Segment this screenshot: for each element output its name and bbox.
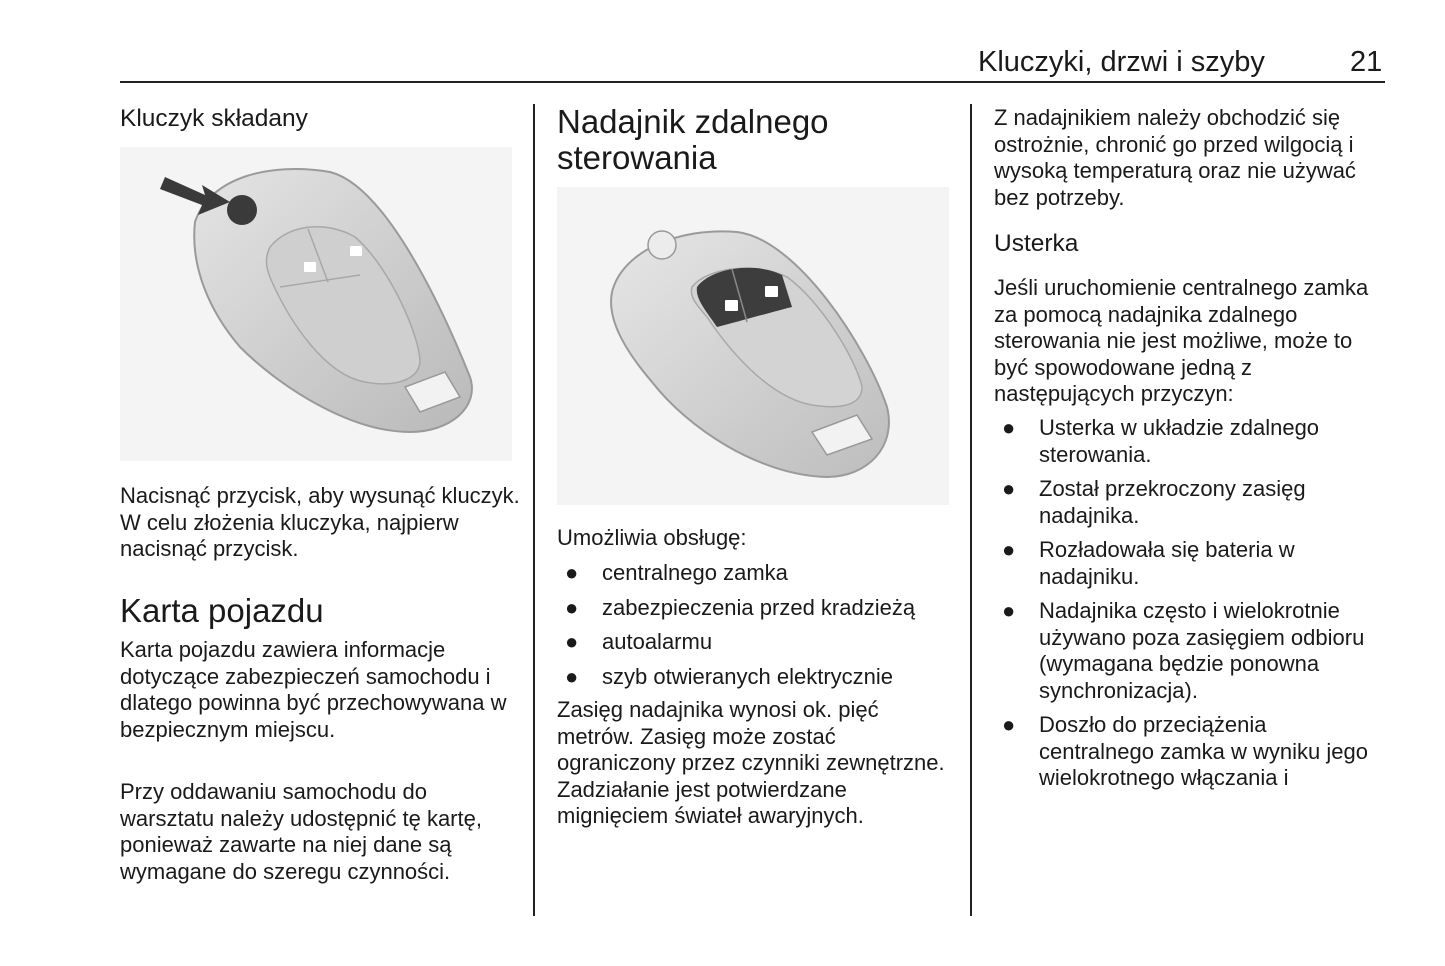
subheading-folding-key: Kluczyk składany [120, 105, 308, 132]
heading-vehicle-card: Karta pojazdu [120, 592, 324, 629]
column-divider-1 [533, 104, 535, 916]
list-item: ● zabezpieczenia przed kradzieżą [565, 594, 916, 620]
heading-remote-line2: sterowania [557, 139, 717, 176]
heading-remote-line1: Nadajnik zdalnego [557, 103, 829, 140]
column-divider-2 [970, 104, 972, 916]
remote-functions-list [557, 560, 957, 690]
folding-key-illustration [120, 147, 512, 461]
subheading-fault: Usterka [994, 230, 1079, 257]
paragraph-vehicle-card: Karta pojazdu zawiera informacje dotyczące zabezpieczeń samochodu i dlatego powinna być przechowywana w bezpiecznym miejscu. [120, 637, 507, 742]
list-item: ● Nadajnika często i wielokrotnie używano poza zasięgiem odbioru (wymagana będzie ponowna synchronizacja). [1002, 598, 1365, 703]
paragraph-workshop: Przy oddawaniu samochodu do warsztatu należy udostępnić tę kartę, ponieważ zawarte na niej dane są wymagane do szeregu czynności. [120, 779, 482, 884]
list-item: ● centralnego zamka [565, 560, 788, 585]
list-item: ● autoalarmu [565, 629, 713, 654]
paragraph-fold-key: Nacisnąć przycisk, aby wysunąć kluczyk. W celu złożenia kluczyka, najpierw nacisnąć przycisk. [120, 483, 520, 561]
paragraph-range: Zasięg nadajnika wynosi ok. pięć metrów. Zasięg może zostać ograniczony przez czynniki zewnętrzne. Zadziałanie jest potwierdzane mignięciem świateł awaryjnych. [557, 697, 945, 828]
header-rule [120, 81, 1385, 83]
paragraph-handling: Z nadajnikiem należy obchodzić się ostrożnie, chronić go przed wilgocią i wysoką temperaturą oraz nie używać bez potrzeby. [994, 105, 1356, 210]
remote-key-illustration [557, 187, 949, 505]
list-item: ● Doszło do przeciążenia centralnego zamka w wyniku jego wielokrotnego włączania i [1002, 712, 1368, 790]
list-item: ● Został przekroczony zasięg nadajnika. [1002, 476, 1306, 528]
remote-key-drawing [557, 187, 949, 505]
list-item: ● szyb otwieranych elektrycznie [565, 663, 894, 689]
paragraph-enables-operation: Umożliwia obsługę: [557, 525, 747, 550]
fault-causes-list [994, 415, 1384, 792]
running-header-title: Kluczyki, drzwi i szyby [978, 46, 1265, 78]
paragraph-fault-causes: Jeśli uruchomienie centralnego zamka za pomocą nadajnika zdalnego sterowania nie jest możliwe, może to być spowodowane jedną z następujących przyczyn: [994, 275, 1369, 406]
list-item: ● Usterka w układzie zdalnego sterowania. [1002, 415, 1320, 467]
folding-key-drawing [120, 147, 512, 461]
list-item: ● Rozładowała się bateria w nadajniku. [1002, 537, 1295, 589]
page-number: 21 [1350, 46, 1383, 78]
